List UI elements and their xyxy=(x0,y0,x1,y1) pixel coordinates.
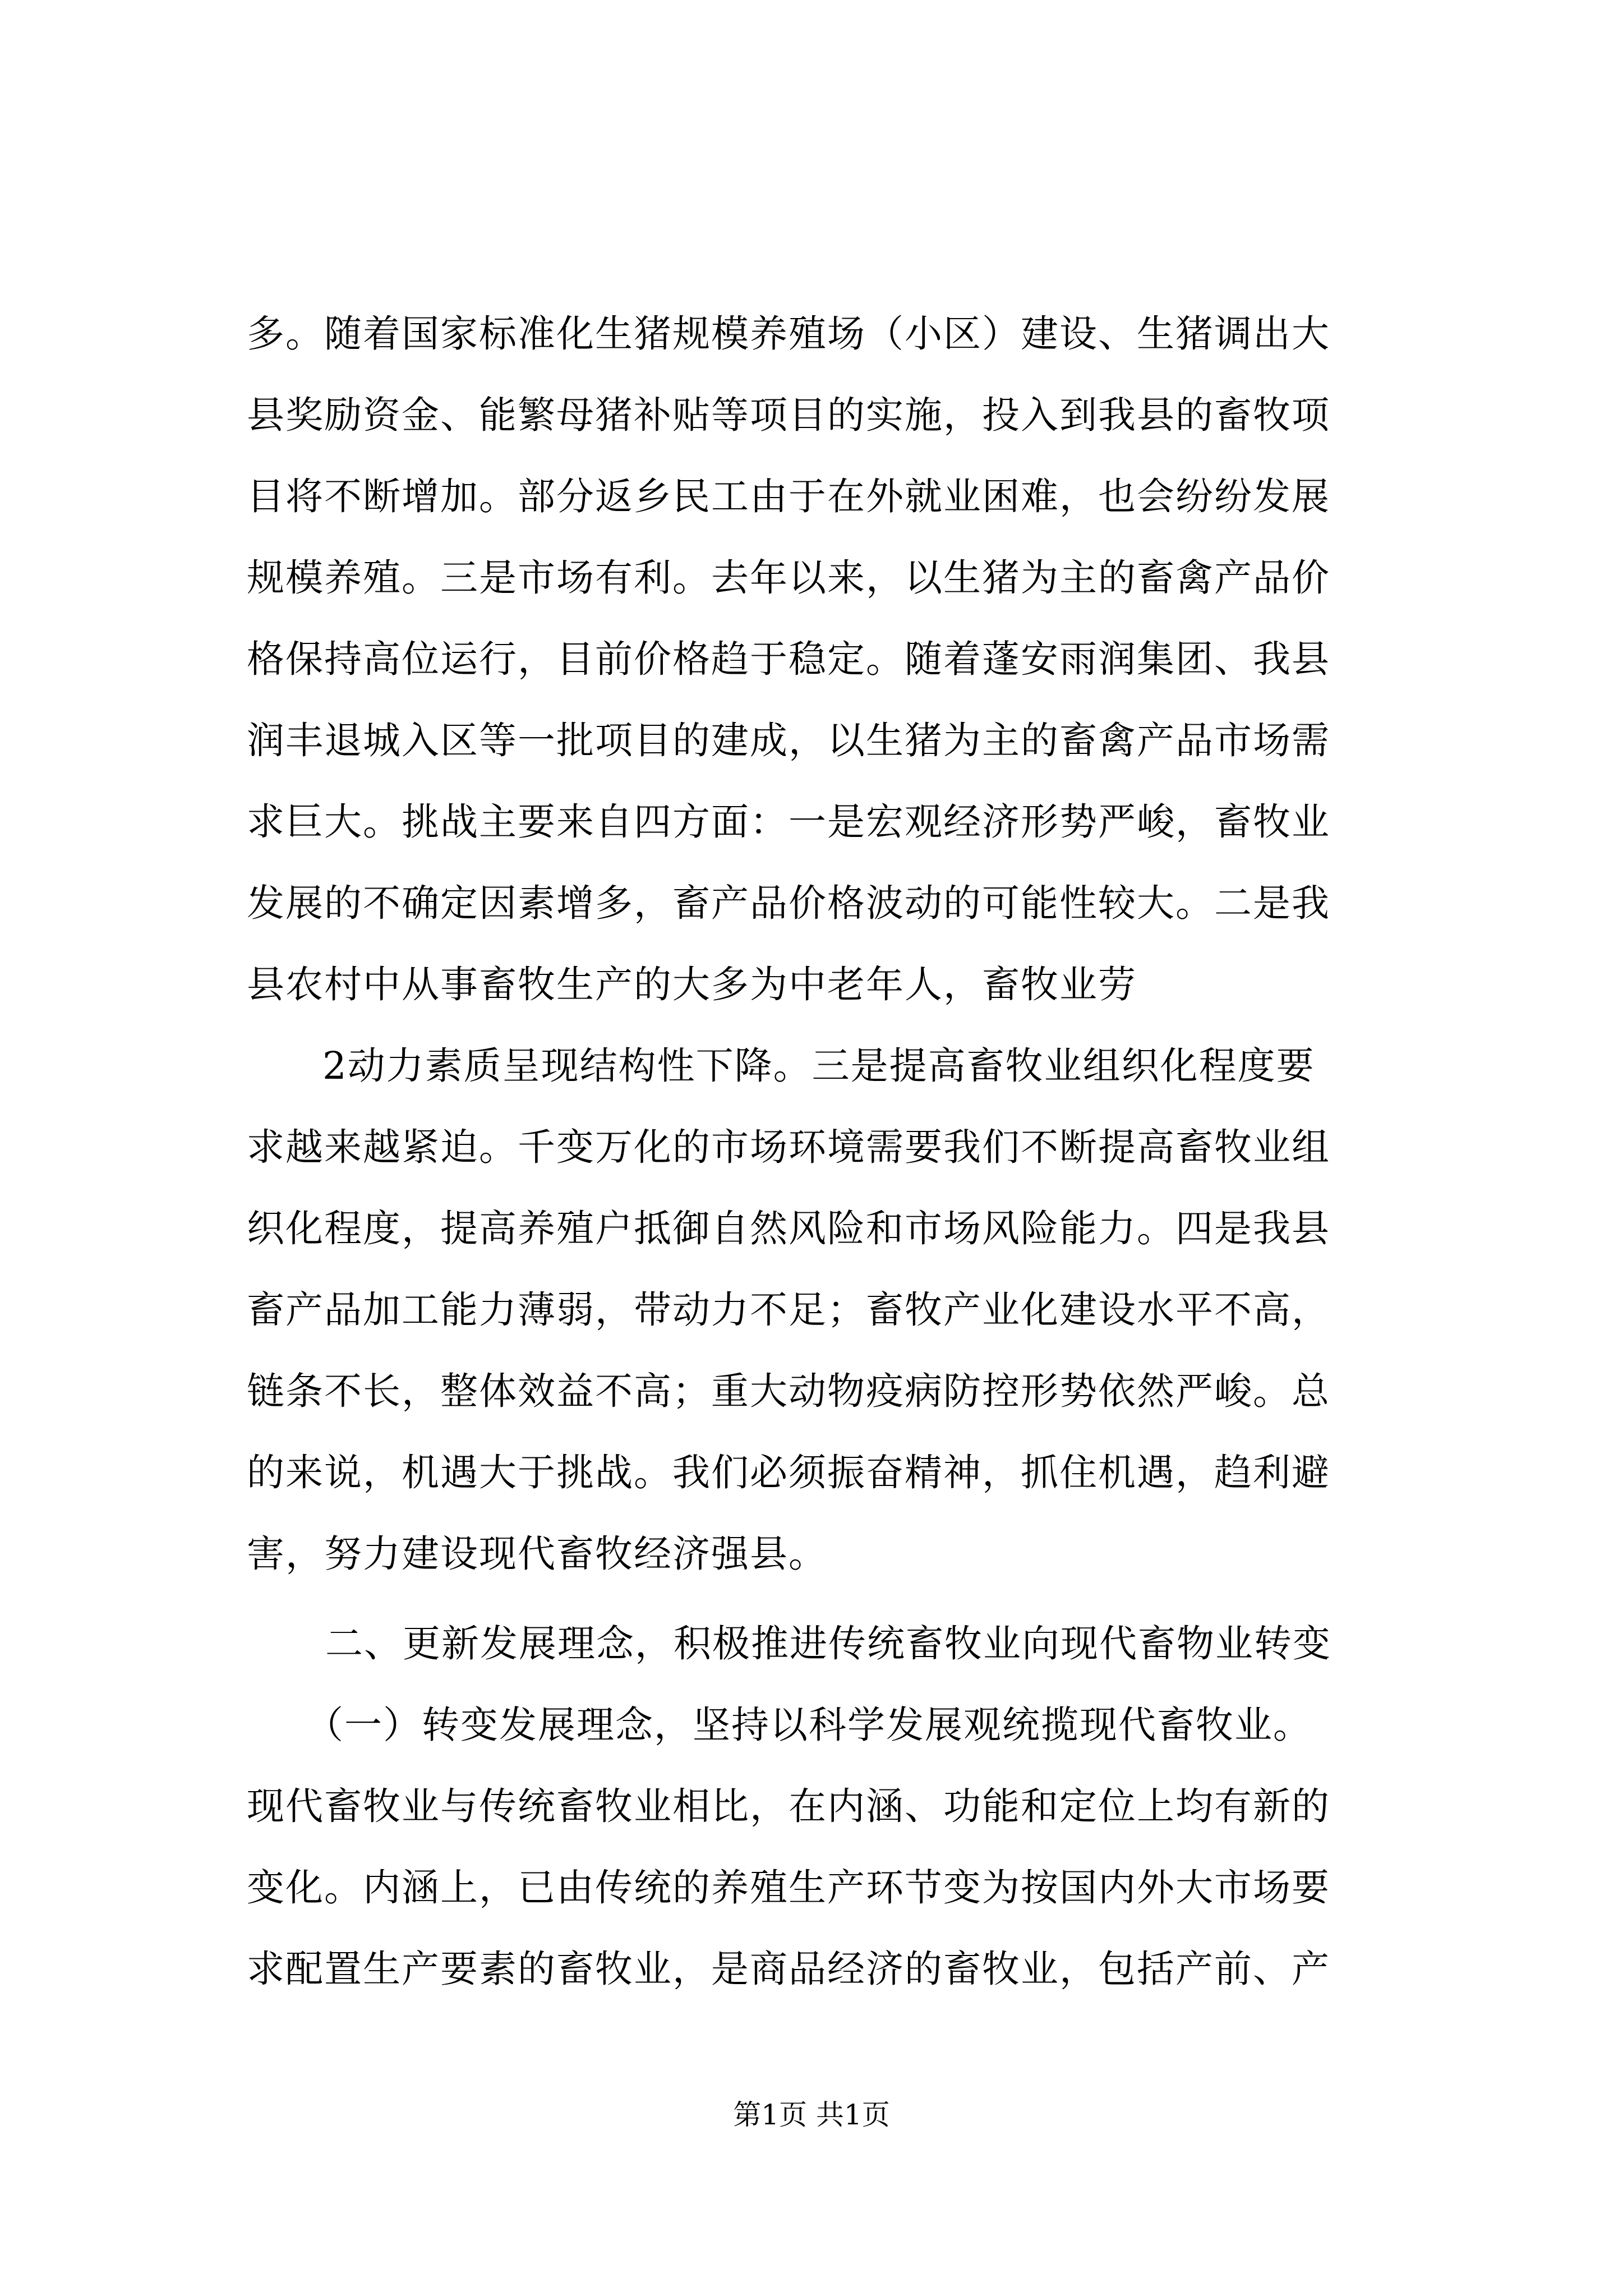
text-line: 目将不断增加。部分返乡民工由于在外就业困难，也会纷纷发展 xyxy=(247,475,1330,518)
text-line: 2动力素质呈现结构性下降。三是提高畜牧业组织化程度要 xyxy=(322,1044,1315,1088)
text-line: 润丰退城入区等一批项目的建成，以生猪为主的畜禽产品市场需 xyxy=(247,719,1330,762)
text-line: 格保持高位运行，目前价格趋于稳定。随着蓬安雨润集团、我县 xyxy=(247,637,1330,681)
text-line: 县农村中从事畜牧生产的大多为中老年人，畜牧业劳 xyxy=(247,963,1137,1006)
subsection-heading: （一）转变发展理念，坚持以科学发展观统揽现代畜牧业。 xyxy=(306,1703,1312,1747)
text-line: 害，努力建设现代畜牧经济强县。 xyxy=(247,1532,827,1576)
page-footer: 第1页 共1页 xyxy=(733,2099,890,2131)
text-line: 多。随着国家标准化生猪规模养殖场（小区）建设、生猪调出大 xyxy=(247,312,1330,356)
text-line: 县奖励资金、能繁母猪补贴等项目的实施，投入到我县的畜牧项 xyxy=(247,393,1330,437)
text-line: 畜产品加工能力薄弱，带动力不足；畜牧产业化建设水平不高， xyxy=(247,1288,1330,1332)
text-line: 求配置生产要素的畜牧业，是商品经济的畜牧业，包括产前、产 xyxy=(247,1947,1330,1991)
text-line: 现代畜牧业与传统畜牧业相比，在内涵、功能和定位上均有新的 xyxy=(247,1784,1330,1828)
section-heading: 二、更新发展理念，积极推进传统畜牧业向现代畜物业转变 xyxy=(325,1622,1331,1665)
text-line: 变化。内涵上，已由传统的养殖生产环节变为按国内外大市场要 xyxy=(247,1866,1330,1910)
text-line: 的来说，机遇大于挑战。我们必须振奋精神，抓住机遇，趋利避 xyxy=(247,1451,1330,1494)
text-line: 发展的不确定因素增多，畜产品价格波动的可能性较大。二是我 xyxy=(247,881,1330,925)
text-line: 规模养殖。三是市场有利。去年以来，以生猪为主的畜禽产品价 xyxy=(247,556,1330,600)
text-line: 求巨大。挑战主要来自四方面：一是宏观经济形势严峻，畜牧业 xyxy=(247,800,1330,844)
text-line: 求越来越紧迫。千变万化的市场环境需要我们不断提高畜牧业组 xyxy=(247,1125,1330,1169)
text-line: 链条不长，整体效益不高；重大动物疫病防控形势依然严峻。总 xyxy=(247,1369,1330,1413)
text-line: 织化程度，提高养殖户抵御自然风险和市场风险能力。四是我县 xyxy=(247,1207,1330,1250)
